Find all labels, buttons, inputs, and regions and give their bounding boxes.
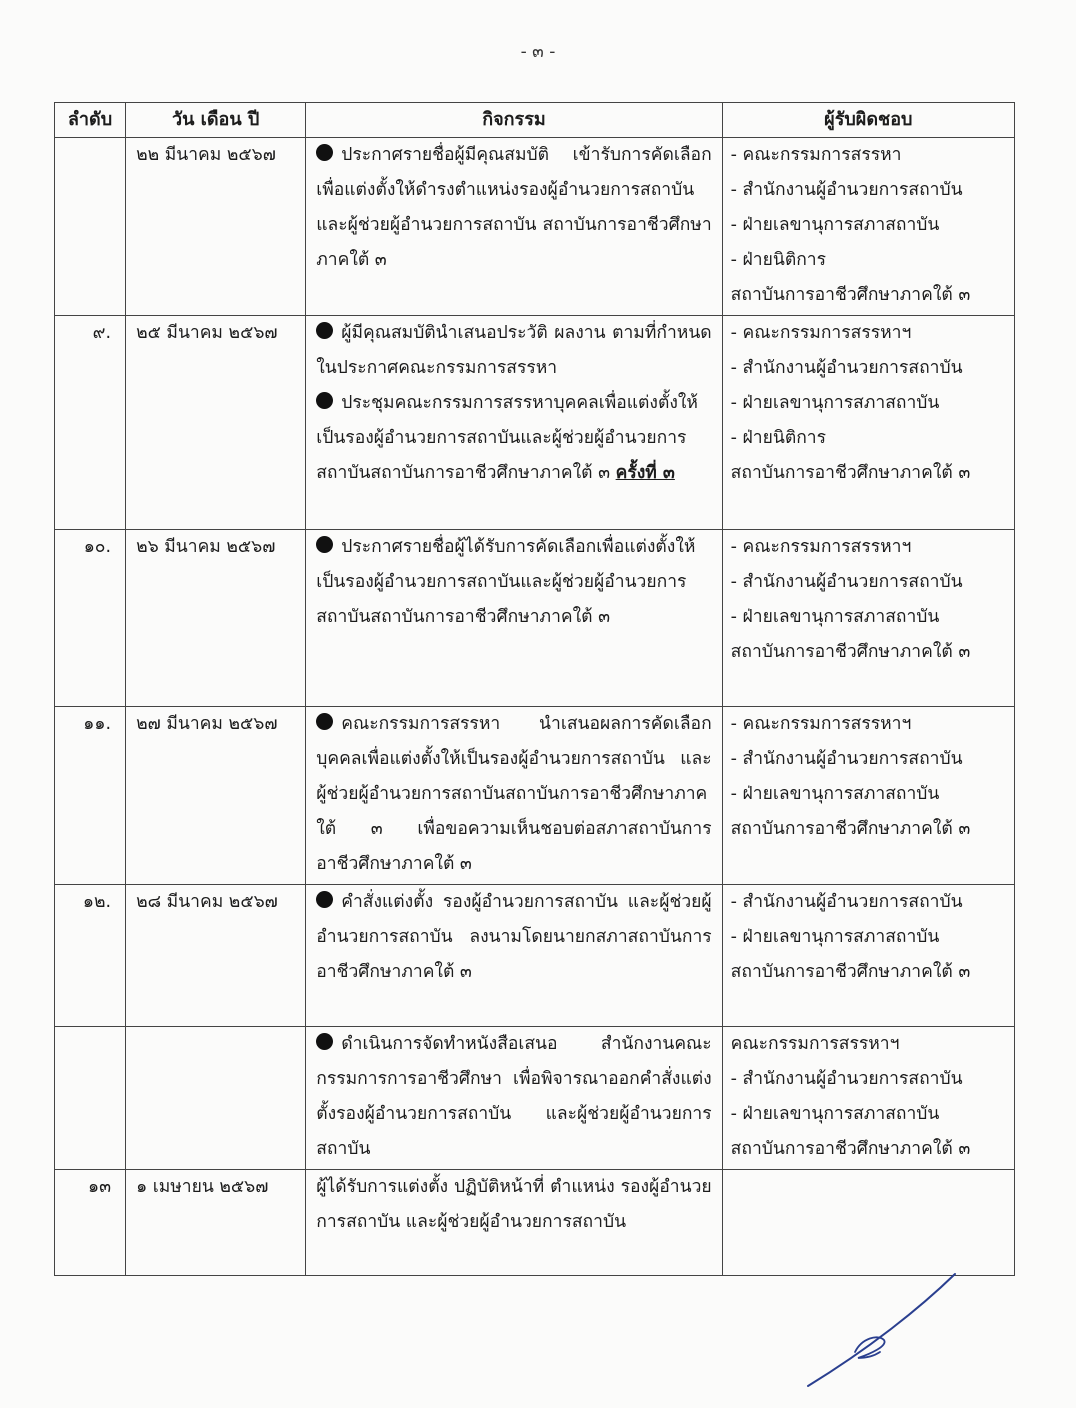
responsible-item: สถาบันการอาชีวศึกษาภาคใต้ ๓ (730, 962, 971, 982)
responsible-item: - สำนักงานผู้อำนวยการสถาบัน (730, 892, 963, 912)
responsible-item: - คณะกรรมการสรรหา (730, 145, 902, 165)
row-responsible (722, 707, 1014, 885)
header-number: ลำดับ (55, 103, 126, 138)
activity-text: ผู้มีคุณสมบัตินำเสนอประวัติ ผลงาน ตามที่กำหนดในประกาศคณะกรรมการสรรหา (316, 323, 712, 378)
responsible-item: - ฝ่ายเลขานุการสภาสถาบัน (730, 393, 940, 413)
header-responsible: ผู้รับผิดชอบ (722, 103, 1014, 138)
responsible-item: - สำนักงานผู้อำนวยการสถาบัน (730, 180, 963, 200)
row-responsible (722, 1027, 1014, 1170)
responsible-item: - ฝ่ายเลขานุการสภาสถาบัน (730, 607, 940, 627)
activity-text: ประชุมคณะกรรมการสรรหาบุคคลเพื่อแต่งตั้งให้เป็นรองผู้อำนวยการสถาบันและผู้ช่วยผู้อำนวยการสถาบันสถาบันการอาชีวศึกษาภาคใต้ ๓ (316, 393, 698, 483)
responsible-item: - สำนักงานผู้อำนวยการสถาบัน (730, 749, 963, 769)
row-number: ๙. (55, 316, 126, 530)
meeting-count-emphasis: ครั้งที่ ๓ (615, 463, 675, 483)
bullet-icon (316, 891, 333, 908)
responsible-item: - คณะกรรมการสรรหาฯ (730, 323, 912, 343)
signature-image (800, 1268, 970, 1393)
responsible-item: - สำนักงานผู้อำนวยการสถาบัน (730, 572, 963, 592)
schedule-table (54, 102, 1015, 1276)
row-date: ๑ เมษายน ๒๕๖๗ (126, 1170, 306, 1276)
table-row (55, 1027, 1015, 1170)
responsible-item: สถาบันการอาชีวศึกษาภาคใต้ ๓ (730, 819, 971, 839)
row-activity (306, 1027, 722, 1170)
row-activity (306, 316, 722, 530)
responsible-item: - คณะกรรมการสรรหาฯ (730, 714, 912, 734)
bullet-icon (316, 322, 333, 339)
row-responsible (722, 530, 1014, 707)
row-date: ๒๘ มีนาคม ๒๕๖๗ (126, 885, 306, 1027)
table-row (55, 885, 1015, 1027)
row-date: ๒๒ มีนาคม ๒๕๖๗ (126, 138, 306, 316)
row-number: ๑๓ (55, 1170, 126, 1276)
responsible-item: - สำนักงานผู้อำนวยการสถาบัน (730, 358, 963, 378)
table-row (55, 707, 1015, 885)
row-activity (306, 885, 722, 1027)
responsible-item: คณะกรรมการสรรหาฯ (730, 1034, 900, 1054)
responsible-item: - ฝ่ายเลขานุการสภาสถาบัน (730, 927, 940, 947)
row-responsible (722, 316, 1014, 530)
row-responsible (722, 1170, 1014, 1276)
responsible-item: - ฝ่ายเลขานุการสภาสถาบัน (730, 784, 940, 804)
table-row (55, 138, 1015, 316)
activity-text: ประกาศรายชื่อผู้ได้รับการคัดเลือกเพื่อแต่งตั้งให้เป็นรองผู้อำนวยการสถาบันและผู้ช่วยผู้อำนวยการสถาบันสถาบันการอาชีวศึกษาภาคใต้ ๓ (316, 537, 696, 627)
activity-text: คณะกรรมการสรรหา นำเสนอผลการคัดเลือกบุคคลเพื่อแต่งตั้งให้เป็นรองผู้อำนวยการสถาบัน และผู้ช่วยผู้อำนวยการสถาบันสถาบันการอาชีวศึกษาภาคใต้ ๓ เพื่อขอความเห็นชอบต่อสภาสถาบันการอาชีวศึกษาภาคใต้ ๓ (316, 714, 712, 874)
activity-text: ดำเนินการจัดทำหนังสือเสนอ สำนักงานคณะกรรมการการอาชีวศึกษา เพื่อพิจารณาออกคำสั่งแต่งตั้งรองผู้อำนวยการสถาบัน และผู้ช่วยผู้อำนวยการสถาบัน (316, 1034, 712, 1159)
responsible-item: สถาบันการอาชีวศึกษาภาคใต้ ๓ (730, 642, 971, 662)
row-number (55, 1027, 126, 1170)
bullet-icon (316, 713, 333, 730)
activity-text: ประกาศรายชื่อผู้มีคุณสมบัติ เข้ารับการคัดเลือกเพื่อแต่งตั้งให้ดำรงตำแหน่งรองผู้อำนวยการสถาบัน และผู้ช่วยผู้อำนวยการสถาบัน สถาบันการอาชีวศึกษาภาคใต้ ๓ (316, 145, 712, 270)
responsible-item: สถาบันการอาชีวศึกษาภาคใต้ ๓ (730, 285, 971, 305)
row-date (126, 1027, 306, 1170)
responsible-item: - ฝ่ายนิติการ (730, 250, 827, 270)
bullet-icon (316, 1033, 333, 1050)
header-activity: กิจกรรม (306, 103, 722, 138)
row-responsible (722, 885, 1014, 1027)
activity-text: คำสั่งแต่งตั้ง รองผู้อำนวยการสถาบัน และผู้ช่วยผู้อำนวยการสถาบัน ลงนามโดยนายกสภาสถาบันการอาชีวศึกษาภาคใต้ ๓ (316, 892, 712, 982)
row-date: ๒๖ มีนาคม ๒๕๖๗ (126, 530, 306, 707)
responsible-item: - คณะกรรมการสรรหาฯ (730, 537, 912, 557)
row-number: ๑๒. (55, 885, 126, 1027)
row-activity (306, 707, 722, 885)
bullet-icon (316, 392, 333, 409)
row-activity (306, 138, 722, 316)
row-activity (306, 530, 722, 707)
row-date: ๒๗ มีนาคม ๒๕๖๗ (126, 707, 306, 885)
bullet-icon (316, 536, 333, 553)
responsible-item: สถาบันการอาชีวศึกษาภาคใต้ ๓ (730, 1139, 971, 1159)
row-number (55, 138, 126, 316)
page-number: - ๓ - (520, 42, 556, 62)
row-number: ๑๑. (55, 707, 126, 885)
activity-text: ผู้ได้รับการแต่งตั้ง ปฏิบัติหน้าที่ ตำแหน่ง รองผู้อำนวยการสถาบัน และผู้ช่วยผู้อำนวยการสถาบัน (316, 1177, 712, 1232)
table-row (55, 1170, 1015, 1276)
responsible-item: สถาบันการอาชีวศึกษาภาคใต้ ๓ (730, 463, 971, 483)
row-number: ๑๐. (55, 530, 126, 707)
table-row (55, 530, 1015, 707)
responsible-item: - สำนักงานผู้อำนวยการสถาบัน (730, 1069, 963, 1089)
row-date: ๒๕ มีนาคม ๒๕๖๗ (126, 316, 306, 530)
table-header-row (55, 103, 1015, 138)
row-responsible (722, 138, 1014, 316)
responsible-item: - ฝ่ายนิติการ (730, 428, 827, 448)
responsible-item: - ฝ่ายเลขานุการสภาสถาบัน (730, 215, 940, 235)
responsible-item: - ฝ่ายเลขานุการสภาสถาบัน (730, 1104, 940, 1124)
bullet-icon (316, 144, 333, 161)
row-activity (306, 1170, 722, 1276)
table-row (55, 316, 1015, 530)
header-date: วัน เดือน ปี (126, 103, 306, 138)
